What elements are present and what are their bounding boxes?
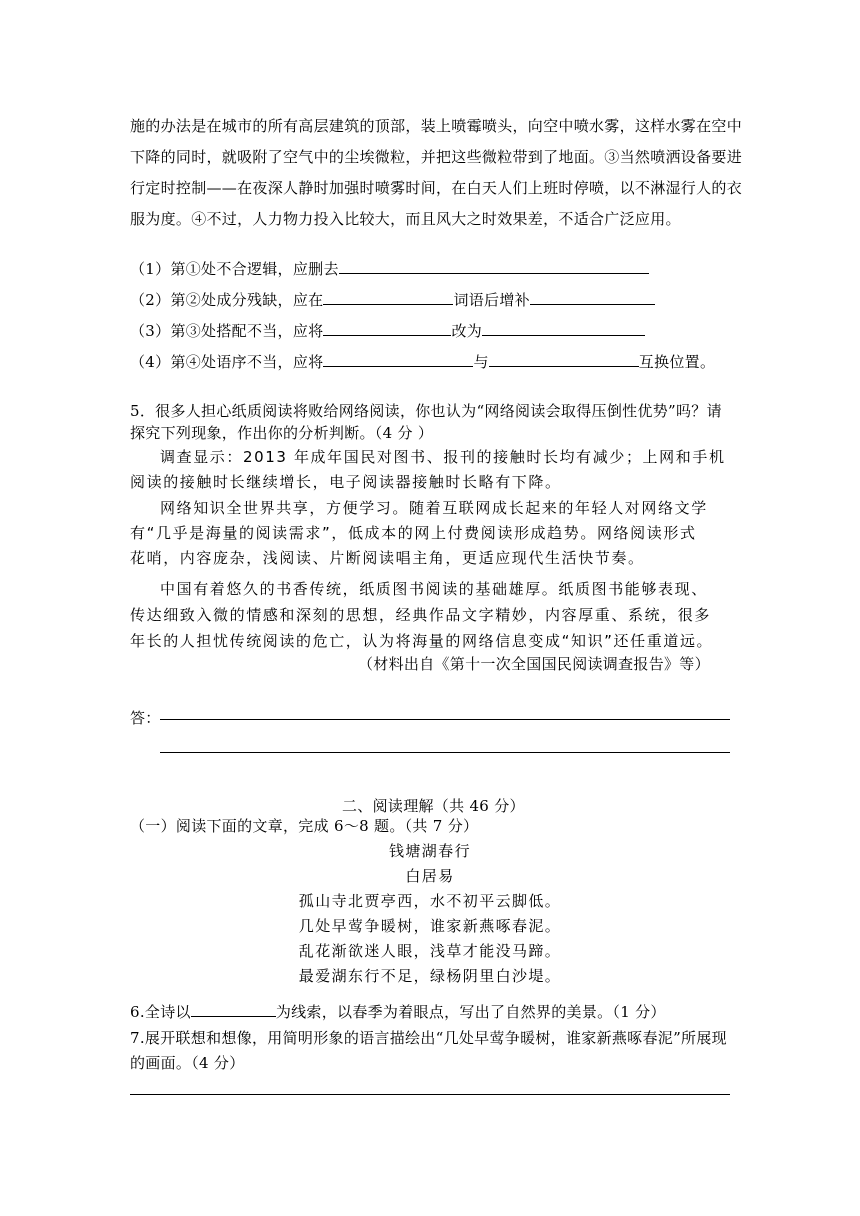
answer-blank[interactable] [482,320,645,336]
sub-question-1-text: （1）第①处不合逻辑，应删去 [130,260,339,278]
sub-question-3-text-b: 改为 [451,322,483,340]
answer-blank[interactable] [323,351,473,367]
paper-line-3: 年长的人担忧传统阅读的危亡，认为将海量的网络信息变成“知识”还任重道远。 [130,632,714,650]
q7-line-1: 7.展开联想和想像，用简明形象的语言描绘出“几处早莺争暖树，谁家新燕啄春泥”所展现 [130,1029,727,1047]
poem-line: 乱花渐欲迷人眼，浅草才能没马蹄。 [298,942,562,960]
section-part-1: （一）阅读下面的文章，完成 6～8 题。（共 7 分） [130,817,479,835]
sub-question-4-text-a: （4）第④处语序不当，应将 [130,353,324,371]
sub-question-4-text-c: 互换位置。 [638,353,716,371]
poem-title: 钱塘湖春行 [388,842,471,860]
poem-line: 几处早莺争暖树，谁家新燕啄春泥。 [298,917,562,935]
sub-question-1 [130,258,649,279]
answer-blank[interactable] [191,1001,276,1017]
paper-line-1: 中国有着悠久的书香传统，纸质图书阅读的基础雄厚。纸质图书能够表现、 [160,580,708,598]
q5-line-1: 5．很多人担心纸质阅读将败给网络阅读，你也认为“网络阅读会取得压倒性优势”吗？请 [130,402,722,420]
sub-question-2 [130,289,655,310]
poem-line: 最爱湖东行不足，绿杨阴里白沙堤。 [298,967,562,985]
q6-text-a: 6.全诗以 [130,1003,191,1021]
poem-author: 白居易 [405,867,455,885]
sub-question-2-text-b: 词语后增补 [453,291,530,309]
sub-question-4 [130,351,715,372]
sub-question-3 [130,320,645,341]
para-line-2: 下降的同时，就吸附了空气中的尘埃微粒，并把这些微粒带到了地面。③当然喷洒设备要进 [130,148,743,166]
answer-blank[interactable] [339,258,649,274]
network-line-1: 网络知识全世界共享，方便学习。随着互联网成长起来的年轻人对网络文学 [160,499,708,517]
section-title: 二、阅读理解（共 46 分） [342,797,525,815]
answer-line-2[interactable] [160,752,730,753]
q5-line-2: 探究下列现象，作出你的分析判断。（4 分 ） [130,424,434,442]
sub-question-2-text-a: （2）第②处成分残缺，应在 [130,291,324,309]
network-line-2: 有“几乎是海量的阅读需求”，低成本的网上付费阅读形成趋势。网络阅读形式 [130,524,697,542]
q7-line-2: 的画面。（4 分） [130,1054,245,1072]
answer-line-3[interactable] [130,1094,730,1095]
para-line-1: 施的办法是在城市的所有高层建筑的顶部，装上喷霉喷头，向空中喷水雾，这样水雾在空中 [130,117,743,135]
material-source: （材料出自《第十一次全国国民阅读调查报告》等） [358,655,710,673]
network-line-3: 花哨，内容庞杂，浅阅读、片断阅读唱主角，更适应现代生活快节奏。 [130,549,645,567]
answer-blank[interactable] [323,320,451,336]
paper-line-2: 传达细致入微的情感和深刻的思想，经典作品文字精妙，内容厚重、系统，很多 [130,606,712,624]
sub-question-3-text-a: （3）第③处搭配不当，应将 [130,322,324,340]
survey-line-2: 阅读的接触时长继续增长，电子阅读器接触时长略有下降。 [130,473,562,491]
q6 [130,1001,666,1022]
sub-question-4-text-b: 与 [473,353,489,371]
q6-text-b: 为线索，以春季为着眼点，写出了自然界的美景。（1 分） [275,1003,666,1021]
answer-blank[interactable] [530,289,655,305]
para-line-3: 行定时控制——在夜深人静时加强时喷雾时间，在白天人们上班时停喷，以不淋湿行人的衣 [130,179,743,197]
answer-blank[interactable] [323,289,453,305]
survey-line-1: 调查显示：2013 年成年国民对图书、报刊的接触时长均有减少；上网和手机 [160,448,726,466]
poem-line: 孤山寺北贾亭西，水不初平云脚低。 [298,892,562,910]
para-line-4: 服为度。④不过，人力物力投入比较大，而且风大之时效果差，不适合广泛应用。 [130,210,681,228]
answer-label: 答： [130,709,161,727]
answer-line-1[interactable] [160,719,730,720]
answer-blank[interactable] [489,351,639,367]
